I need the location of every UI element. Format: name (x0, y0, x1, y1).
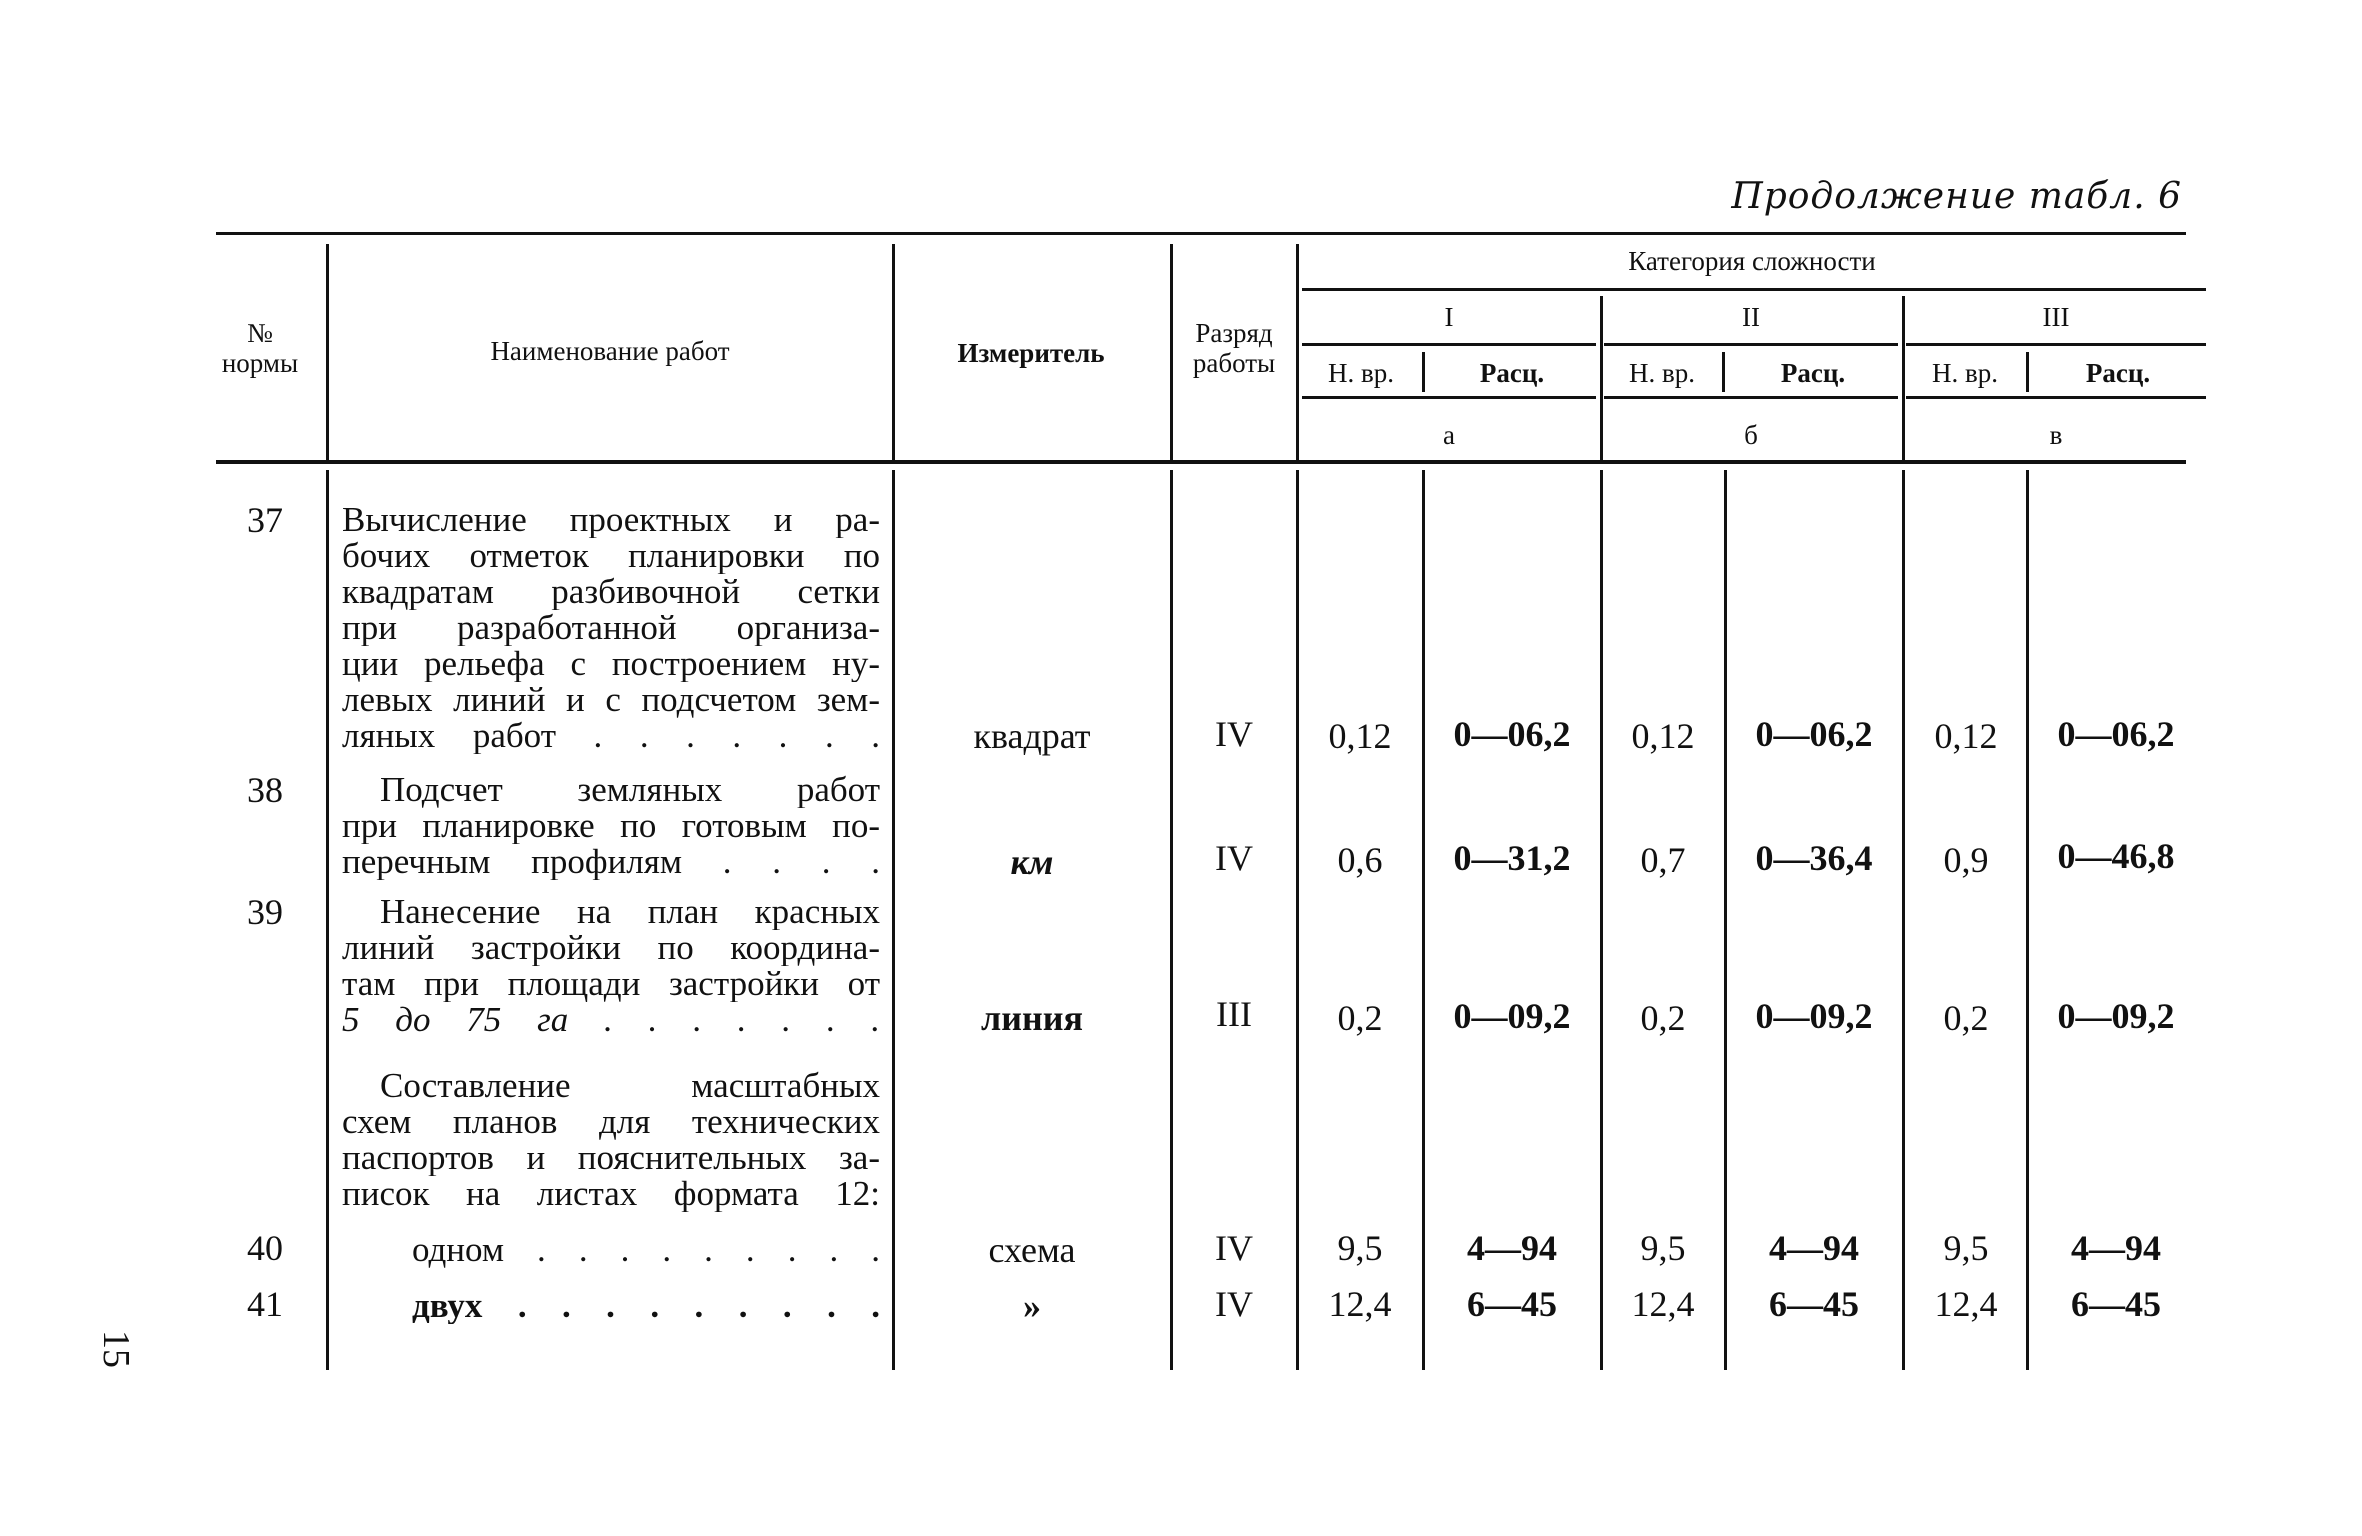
body-vline-b (1724, 470, 1727, 1370)
desc-line: двух . . . . . . . . . (412, 1288, 880, 1324)
header-bottom-rule (216, 460, 2186, 464)
val-nvr-a: 0,12 (1328, 716, 1392, 756)
desc-line: Подсчет земляных работ (380, 772, 880, 808)
row-description (342, 894, 880, 1038)
vline-cat (1296, 244, 1299, 460)
header-col-name: Наименование работ (490, 336, 730, 366)
row-no: 40 (247, 1228, 283, 1268)
header-col-no: № нормы (221, 318, 299, 378)
desc-line: 5 до 75 га . . . . . . . (342, 1002, 880, 1038)
desc-line: при разработанной организа- (342, 610, 880, 646)
header-roman-1: I (1444, 302, 1454, 332)
vline-g2 (1600, 296, 1603, 460)
row-grade: IV (1215, 1228, 1253, 1268)
header-letter-a: а (1443, 420, 1455, 450)
val-rasc-b: 4—94 (1769, 1228, 1859, 1268)
vline-name (326, 244, 329, 460)
subhdr-rule-3 (1906, 396, 2206, 399)
val-rasc-b: 6—45 (1769, 1284, 1859, 1324)
vline-s3 (2026, 352, 2029, 392)
val-nvr-c: 12,4 (1934, 1284, 1998, 1324)
table-caption: Продолжение табл. 6 (1731, 176, 2182, 217)
val-rasc-c: 4—94 (2071, 1228, 2161, 1268)
body-vline-unit (892, 470, 895, 1370)
val-rasc-a: 6—45 (1467, 1284, 1557, 1324)
row-no: 39 (247, 892, 283, 932)
val-nvr-c: 0,12 (1934, 716, 1998, 756)
header-roman-3: III (2042, 302, 2070, 332)
val-rasc-b: 0—09,2 (1755, 996, 1873, 1036)
roman-rule-1 (1302, 343, 1596, 346)
vline-grade (1170, 244, 1173, 460)
body-vline-grade (1170, 470, 1173, 1370)
header-letter-b: б (1744, 420, 1758, 450)
subhdr-rule-1 (1302, 396, 1596, 399)
header-col-grade: Разряд работы (1192, 318, 1276, 378)
row-grade: III (1216, 994, 1252, 1034)
desc-line: перечным профилям . . . . (342, 844, 880, 880)
row-no: 37 (247, 500, 283, 540)
row-description (412, 1288, 880, 1324)
row-grade: IV (1215, 714, 1253, 754)
val-nvr-a: 12,4 (1328, 1284, 1392, 1324)
desc-line: там при площади застройки от (342, 966, 880, 1002)
row-grade: IV (1215, 1284, 1253, 1324)
category-rule (1302, 288, 2206, 291)
val-nvr-a: 0,6 (1337, 840, 1383, 880)
vline-s1 (1422, 352, 1425, 392)
val-nvr-b: 0,12 (1631, 716, 1695, 756)
val-nvr-c: 9,5 (1943, 1228, 1989, 1268)
val-nvr-b: 9,5 (1640, 1228, 1686, 1268)
vline-s2 (1722, 352, 1725, 392)
desc-line: линий застройки по координа- (342, 930, 880, 966)
header-nvr-3: Н. вр. (1932, 358, 1998, 388)
row-description (342, 772, 880, 880)
row-no: 41 (247, 1284, 283, 1324)
header-nvr-1: Н. вр. (1328, 358, 1394, 388)
desc-line: при планировке по готовым по- (342, 808, 880, 844)
row-description (342, 1068, 880, 1212)
body-vline-a (1422, 470, 1425, 1370)
row-grade: IV (1215, 838, 1253, 878)
val-nvr-b: 0,7 (1640, 840, 1686, 880)
body-vline-name (326, 470, 329, 1370)
roman-rule-2 (1604, 343, 1898, 346)
roman-rule-3 (1906, 343, 2206, 346)
desc-line: одном . . . . . . . . . (412, 1232, 880, 1268)
row-unit: » (1023, 1286, 1041, 1326)
desc-line: ляных работ . . . . . . . (342, 718, 880, 754)
val-rasc-c: 0—06,2 (2057, 714, 2175, 754)
vline-unit (892, 244, 895, 460)
desc-line: Вычисление проектных и ра- (342, 502, 880, 538)
header-nvr-2: Н. вр. (1629, 358, 1695, 388)
row-description (342, 502, 880, 754)
val-rasc-a: 4—94 (1467, 1228, 1557, 1268)
body-vline-c (2026, 470, 2029, 1370)
desc-line: ции рельефа с построением ну- (342, 646, 880, 682)
subhdr-rule-2 (1604, 396, 1898, 399)
desc-line: паспортов и пояснительных за- (342, 1140, 880, 1176)
val-rasc-a: 0—06,2 (1453, 714, 1571, 754)
desc-line: бочих отметок планировки по (342, 538, 880, 574)
desc-line: Составление масштабных (380, 1068, 880, 1104)
val-nvr-a: 0,2 (1337, 998, 1383, 1038)
header-rasc-2: Расц. (1780, 358, 1846, 388)
row-description (412, 1232, 880, 1268)
header-rasc-1: Расц. (1479, 358, 1545, 388)
header-col-unit: Измеритель (957, 338, 1105, 368)
body-vline-g3 (1902, 470, 1905, 1370)
val-rasc-c: 0—46,8 (2057, 836, 2175, 876)
val-nvr-b: 0,2 (1640, 998, 1686, 1038)
val-nvr-a: 9,5 (1337, 1228, 1383, 1268)
val-rasc-c: 0—09,2 (2057, 996, 2175, 1036)
desc-line: писок на листах формата 12: (342, 1176, 880, 1212)
body-vline-cat (1296, 470, 1299, 1370)
header-roman-2: II (1742, 302, 1760, 332)
desc-line: Нанесение на план красных (380, 894, 880, 930)
header-letter-c: в (2049, 420, 2063, 450)
header-category: Категория сложности (1628, 246, 1876, 276)
row-unit: квадрат (973, 716, 1091, 756)
row-no: 38 (247, 770, 283, 810)
vline-g3 (1902, 296, 1905, 460)
header-rasc-3: Расц. (2085, 358, 2151, 388)
desc-line: квадратам разбивочной сетки (342, 574, 880, 610)
val-nvr-b: 12,4 (1631, 1284, 1695, 1324)
val-rasc-c: 6—45 (2071, 1284, 2161, 1324)
row-unit: км (1010, 842, 1054, 882)
val-nvr-c: 0,9 (1943, 840, 1989, 880)
row-unit: линия (981, 998, 1083, 1038)
val-rasc-b: 0—06,2 (1755, 714, 1873, 754)
val-nvr-c: 0,2 (1943, 998, 1989, 1038)
val-rasc-a: 0—09,2 (1453, 996, 1571, 1036)
desc-line: левых линий и с подсчетом зем- (342, 682, 880, 718)
desc-line: схем планов для технических (342, 1104, 880, 1140)
body-vline-g2 (1600, 470, 1603, 1370)
val-rasc-b: 0—36,4 (1755, 838, 1873, 878)
page-number: 15 (95, 1330, 137, 1368)
val-rasc-a: 0—31,2 (1453, 838, 1571, 878)
row-unit: схема (988, 1230, 1076, 1270)
top-rule (216, 232, 2186, 235)
